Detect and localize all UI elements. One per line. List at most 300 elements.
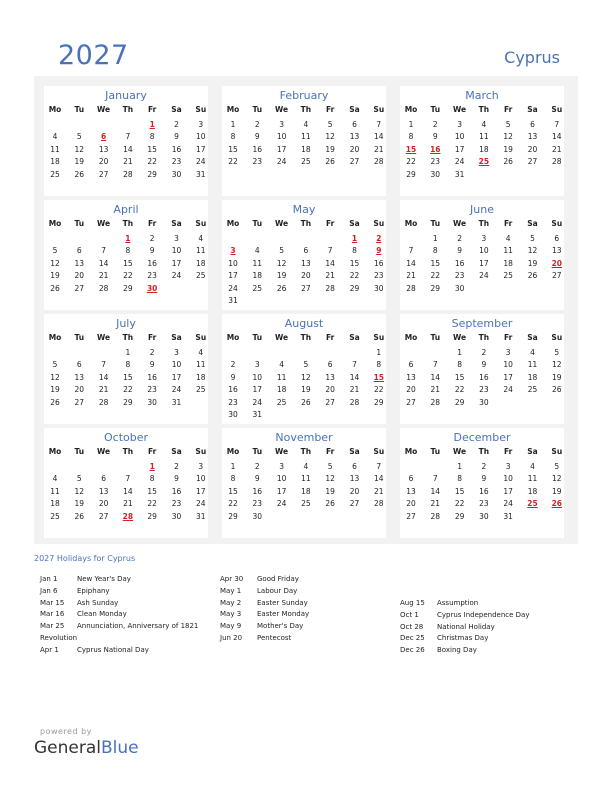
month-august	[222, 314, 386, 424]
day: 23	[147, 385, 157, 395]
day: 7	[554, 120, 560, 129]
month-title: December	[453, 431, 511, 444]
day: 18	[527, 372, 538, 382]
holiday-name: Labour Day	[257, 586, 298, 595]
day: 1	[432, 234, 438, 243]
holiday-date: Mar 16	[40, 610, 65, 619]
day: 15	[147, 486, 157, 496]
holiday-name: Epiphany	[77, 586, 110, 595]
day: 18	[252, 271, 263, 281]
day: 13	[301, 258, 311, 268]
holiday-name: Pentecost	[257, 634, 292, 642]
day: 7	[432, 360, 438, 370]
day: 21	[406, 271, 416, 281]
day: 9	[254, 132, 260, 142]
day: 17	[503, 372, 513, 382]
holiday-name: Annunciation, Anniversary of 1821	[77, 622, 199, 631]
brand-logo	[34, 738, 139, 758]
holiday-name: Easter Monday	[257, 610, 310, 619]
holiday-day: 25	[478, 157, 490, 167]
year-title: 2027	[58, 40, 129, 71]
weekday-header: Mo	[404, 333, 418, 342]
day: 15	[349, 258, 360, 268]
weekday-header: Tu	[252, 105, 263, 114]
day: 27	[349, 157, 360, 167]
weekday-header: Sa	[349, 219, 360, 228]
day: 30	[479, 511, 489, 521]
holiday-date: Apr 30	[220, 575, 244, 583]
holiday-name: New Year's Day	[77, 575, 131, 583]
day: 6	[554, 234, 560, 243]
day: 24	[503, 385, 513, 395]
day: 24	[171, 385, 182, 395]
day: 6	[408, 360, 414, 370]
holiday-day: 30	[146, 283, 158, 293]
holiday-day: 28	[122, 511, 134, 521]
day: 25	[527, 385, 538, 395]
day: 18	[503, 258, 513, 268]
holiday-name: Ash Sunday	[77, 598, 119, 607]
holiday-date: May 9	[220, 622, 242, 631]
month-july	[44, 314, 208, 424]
weekday-header: Tu	[74, 105, 85, 114]
weekday-header: Mo	[48, 105, 62, 114]
day: 15	[454, 486, 465, 496]
day: 11	[479, 132, 489, 142]
day: 21	[430, 385, 441, 395]
day: 29	[123, 283, 133, 293]
holiday-day: 3	[230, 246, 236, 256]
day: 4	[52, 474, 58, 484]
day: 16	[228, 385, 238, 395]
day: 10	[171, 360, 182, 370]
day: 22	[123, 385, 133, 395]
day: 10	[252, 372, 263, 382]
weekday-header: Th	[478, 333, 490, 342]
weekday-header: Th	[478, 447, 490, 456]
day: 19	[527, 258, 538, 268]
day: 11	[252, 258, 263, 268]
holiday-day: 15	[373, 372, 385, 382]
day: 18	[301, 144, 311, 154]
day: 4	[52, 132, 58, 142]
day: 4	[198, 234, 204, 243]
day: 17	[196, 486, 206, 496]
day: 9	[149, 360, 155, 370]
day: 7	[432, 474, 438, 484]
day: 20	[349, 486, 360, 496]
day: 17	[479, 258, 489, 268]
day: 10	[196, 474, 206, 484]
weekday-header: Fr	[504, 333, 513, 342]
weekday-header: Th	[300, 219, 312, 228]
holiday-date: Jan 1	[40, 575, 58, 583]
weekday-header: Tu	[252, 333, 263, 342]
day: 4	[530, 462, 535, 471]
day: 29	[147, 169, 157, 179]
day: 3	[505, 348, 511, 357]
day: 24	[196, 157, 206, 167]
weekday-header: We	[453, 105, 467, 114]
weekday-header: Mo	[404, 219, 418, 228]
day: 24	[252, 397, 263, 407]
day: 24	[276, 499, 287, 509]
month-september	[400, 314, 564, 424]
day: 31	[503, 511, 513, 521]
weekday-header: Th	[122, 219, 134, 228]
day: 31	[228, 296, 238, 305]
day: 27	[74, 283, 85, 293]
weekday-header: Tu	[430, 333, 441, 342]
day: 7	[408, 246, 414, 256]
day: 29	[454, 511, 465, 521]
weekday-header: We	[275, 219, 289, 228]
weekday-header: Su	[551, 105, 563, 114]
weekday-header: Fr	[148, 333, 157, 342]
weekday-header: Fr	[148, 447, 157, 456]
day: 9	[149, 246, 155, 256]
day: 5	[279, 246, 284, 256]
day: 19	[552, 372, 562, 382]
day: 26	[325, 157, 335, 167]
weekday-header: Th	[478, 105, 490, 114]
day: 2	[254, 462, 260, 471]
day: 20	[349, 144, 360, 154]
day: 17	[171, 372, 182, 382]
day: 13	[98, 144, 109, 154]
weekday-header: Tu	[252, 219, 263, 228]
month-title: March	[465, 89, 499, 102]
day: 5	[52, 246, 58, 256]
weekday-header: Mo	[226, 219, 240, 228]
holiday-date: Mar 15	[40, 598, 65, 607]
weekday-header: Su	[195, 333, 207, 342]
day: 30	[252, 511, 263, 521]
month-march	[400, 86, 564, 196]
day: 2	[481, 348, 487, 357]
powered-by-text: powered by	[40, 727, 92, 736]
weekday-header: Sa	[527, 333, 538, 342]
day: 18	[527, 486, 538, 496]
day: 29	[123, 397, 133, 407]
day: 28	[406, 283, 416, 293]
day: 5	[554, 462, 560, 471]
weekday-header: We	[453, 219, 467, 228]
day: 8	[125, 360, 131, 370]
day: 1	[230, 120, 236, 129]
day: 8	[230, 132, 236, 142]
day: 11	[276, 372, 287, 382]
weekday-header: Tu	[74, 333, 85, 342]
day: 7	[327, 246, 333, 256]
holiday-date: May 2	[220, 598, 242, 607]
holiday-date: May 1	[220, 586, 242, 595]
day: 31	[196, 511, 206, 521]
day: 18	[479, 144, 489, 154]
day: 7	[376, 462, 382, 471]
day: 13	[552, 246, 562, 256]
month-november	[222, 428, 386, 538]
day: 8	[230, 474, 236, 484]
day: 29	[406, 169, 416, 179]
weekday-header: Tu	[74, 219, 85, 228]
day: 25	[50, 511, 60, 521]
day: 8	[432, 246, 438, 256]
weekday-header: We	[97, 219, 111, 228]
day: 3	[174, 348, 179, 357]
day: 1	[125, 348, 131, 357]
weekday-header: Tu	[252, 447, 263, 456]
day: 13	[349, 132, 360, 142]
day: 5	[303, 360, 309, 370]
day: 4	[481, 120, 487, 129]
day: 23	[479, 499, 489, 509]
holiday-date: Apr 1	[40, 645, 59, 654]
day: 27	[349, 499, 360, 509]
day: 20	[527, 144, 538, 154]
weekday-header: Su	[195, 219, 207, 228]
day: 10	[454, 132, 465, 142]
day: 13	[325, 372, 335, 382]
holiday-name: Good Friday	[257, 575, 299, 583]
day: 24	[228, 283, 238, 293]
day: 9	[230, 372, 236, 382]
day: 28	[430, 511, 441, 521]
day: 3	[481, 234, 487, 243]
weekday-header: Sa	[349, 105, 360, 114]
day: 27	[406, 511, 416, 521]
day: 11	[527, 360, 538, 370]
day: 30	[171, 511, 182, 521]
day: 5	[554, 348, 560, 357]
day: 23	[430, 157, 441, 167]
day: 4	[530, 348, 535, 357]
day: 30	[374, 283, 384, 293]
weekday-header: Sa	[349, 333, 360, 342]
day: 10	[503, 360, 513, 370]
day: 9	[254, 474, 260, 484]
day: 22	[123, 271, 133, 281]
day: 19	[74, 157, 85, 167]
month-title: September	[451, 317, 513, 330]
day: 21	[98, 385, 109, 395]
day: 21	[552, 144, 562, 154]
weekday-header: We	[97, 333, 111, 342]
day: 21	[123, 157, 133, 167]
weekday-header: Fr	[504, 219, 513, 228]
holiday-name: Boxing Day	[437, 646, 477, 655]
day: 29	[147, 511, 157, 521]
day: 29	[454, 397, 465, 407]
day: 19	[301, 385, 311, 395]
day: 3	[457, 120, 462, 129]
day: 7	[352, 360, 357, 370]
day: 4	[279, 360, 284, 370]
day: 24	[479, 271, 489, 281]
holiday-name: Assumption	[437, 599, 479, 607]
day: 21	[349, 385, 360, 395]
day: 2	[149, 234, 155, 243]
day: 18	[276, 385, 287, 395]
day: 27	[552, 271, 562, 281]
weekday-header: Su	[195, 105, 207, 114]
month-title: February	[279, 89, 329, 102]
day: 22	[228, 157, 238, 167]
weekday-header: Su	[373, 447, 385, 456]
day: 10	[196, 132, 206, 142]
day: 19	[552, 486, 562, 496]
day: 17	[252, 385, 263, 395]
day: 11	[196, 246, 206, 256]
day: 15	[228, 486, 238, 496]
day: 17	[454, 144, 465, 154]
month-title: January	[105, 89, 147, 102]
day: 5	[505, 120, 511, 129]
brand-blue: Blue	[101, 738, 139, 758]
day: 23	[374, 271, 384, 281]
day: 26	[527, 271, 538, 281]
day: 29	[430, 283, 441, 293]
day: 22	[147, 499, 157, 509]
day: 25	[276, 397, 287, 407]
day: 9	[457, 246, 462, 256]
day: 11	[50, 144, 60, 154]
holiday-name: Christmas Day	[437, 634, 489, 643]
holiday-date: Dec 25	[400, 634, 425, 643]
day: 15	[147, 144, 157, 154]
day: 3	[198, 462, 204, 471]
day: 1	[230, 462, 236, 471]
weekday-header: Th	[122, 105, 134, 114]
day: 25	[301, 499, 311, 509]
day: 10	[276, 474, 287, 484]
month-june	[400, 200, 564, 310]
weekday-header: We	[453, 333, 467, 342]
day: 23	[479, 385, 489, 395]
month-may	[222, 200, 386, 310]
day: 27	[406, 397, 416, 407]
day: 20	[74, 271, 85, 281]
weekday-header: Tu	[430, 219, 441, 228]
weekday-header: Sa	[171, 447, 182, 456]
day: 14	[325, 258, 335, 268]
day: 6	[76, 360, 82, 370]
weekday-header: Sa	[527, 105, 538, 114]
day: 21	[430, 499, 441, 509]
month-title: October	[103, 431, 149, 444]
weekday-header: Fr	[326, 105, 335, 114]
holiday-day: 15	[405, 144, 417, 154]
day: 6	[76, 246, 82, 256]
weekday-header: We	[275, 447, 289, 456]
weekday-header: Fr	[326, 219, 335, 228]
day: 9	[481, 360, 487, 370]
day: 2	[254, 120, 260, 129]
day: 19	[503, 144, 513, 154]
day: 22	[349, 271, 360, 281]
day: 17	[503, 486, 513, 496]
day: 27	[301, 283, 311, 293]
day: 8	[149, 132, 155, 142]
day: 9	[432, 132, 438, 142]
day: 24	[503, 499, 513, 509]
holiday-date: Oct 1	[400, 610, 419, 619]
day: 30	[430, 169, 441, 179]
weekday-header: Tu	[74, 447, 85, 456]
day: 12	[74, 486, 85, 496]
day: 8	[149, 474, 155, 484]
weekday-header: Sa	[527, 219, 538, 228]
weekday-header: Mo	[226, 447, 240, 456]
day: 21	[98, 271, 109, 281]
day: 11	[196, 360, 206, 370]
day: 29	[228, 511, 238, 521]
weekday-header: Th	[478, 219, 490, 228]
weekday-header: Tu	[430, 105, 441, 114]
month-title: May	[292, 203, 316, 216]
weekday-header: We	[97, 105, 111, 114]
day: 10	[479, 246, 489, 256]
holiday-name: Revolution	[40, 634, 78, 642]
day: 12	[552, 360, 562, 370]
day: 3	[279, 120, 284, 129]
day: 23	[252, 157, 263, 167]
day: 14	[349, 372, 360, 382]
day: 14	[123, 144, 133, 154]
weekday-header: Fr	[326, 447, 335, 456]
day: 20	[301, 271, 311, 281]
day: 11	[301, 132, 311, 142]
day: 6	[303, 246, 309, 256]
day: 8	[352, 246, 357, 256]
day: 20	[98, 157, 109, 167]
day: 10	[228, 258, 238, 268]
holiday-day: 16	[430, 144, 441, 154]
day: 22	[374, 385, 384, 395]
day: 6	[352, 462, 357, 471]
weekday-header: Su	[551, 219, 563, 228]
day: 22	[430, 271, 441, 281]
day: 19	[276, 271, 287, 281]
month-february	[222, 86, 386, 196]
day: 14	[406, 258, 416, 268]
day: 23	[252, 499, 263, 509]
day: 14	[374, 474, 384, 484]
month-january	[44, 86, 208, 196]
weekday-header: Mo	[404, 105, 418, 114]
day: 30	[479, 397, 489, 407]
day: 26	[50, 283, 60, 293]
month-april	[44, 200, 208, 310]
day: 5	[327, 462, 333, 471]
day: 18	[301, 486, 311, 496]
day: 12	[50, 258, 60, 268]
day: 8	[376, 360, 382, 370]
weekday-header: Th	[122, 333, 134, 342]
day: 22	[454, 385, 465, 395]
holiday-day: 9	[376, 246, 382, 256]
day: 26	[325, 499, 335, 509]
holiday-date: Dec 26	[400, 646, 425, 655]
day: 14	[430, 372, 441, 382]
day: 30	[147, 397, 157, 407]
day: 30	[171, 169, 182, 179]
holiday-date: May 3	[220, 610, 242, 619]
weekday-header: Su	[551, 333, 563, 342]
month-december	[400, 428, 564, 538]
day: 28	[374, 499, 384, 509]
day: 26	[276, 283, 287, 293]
